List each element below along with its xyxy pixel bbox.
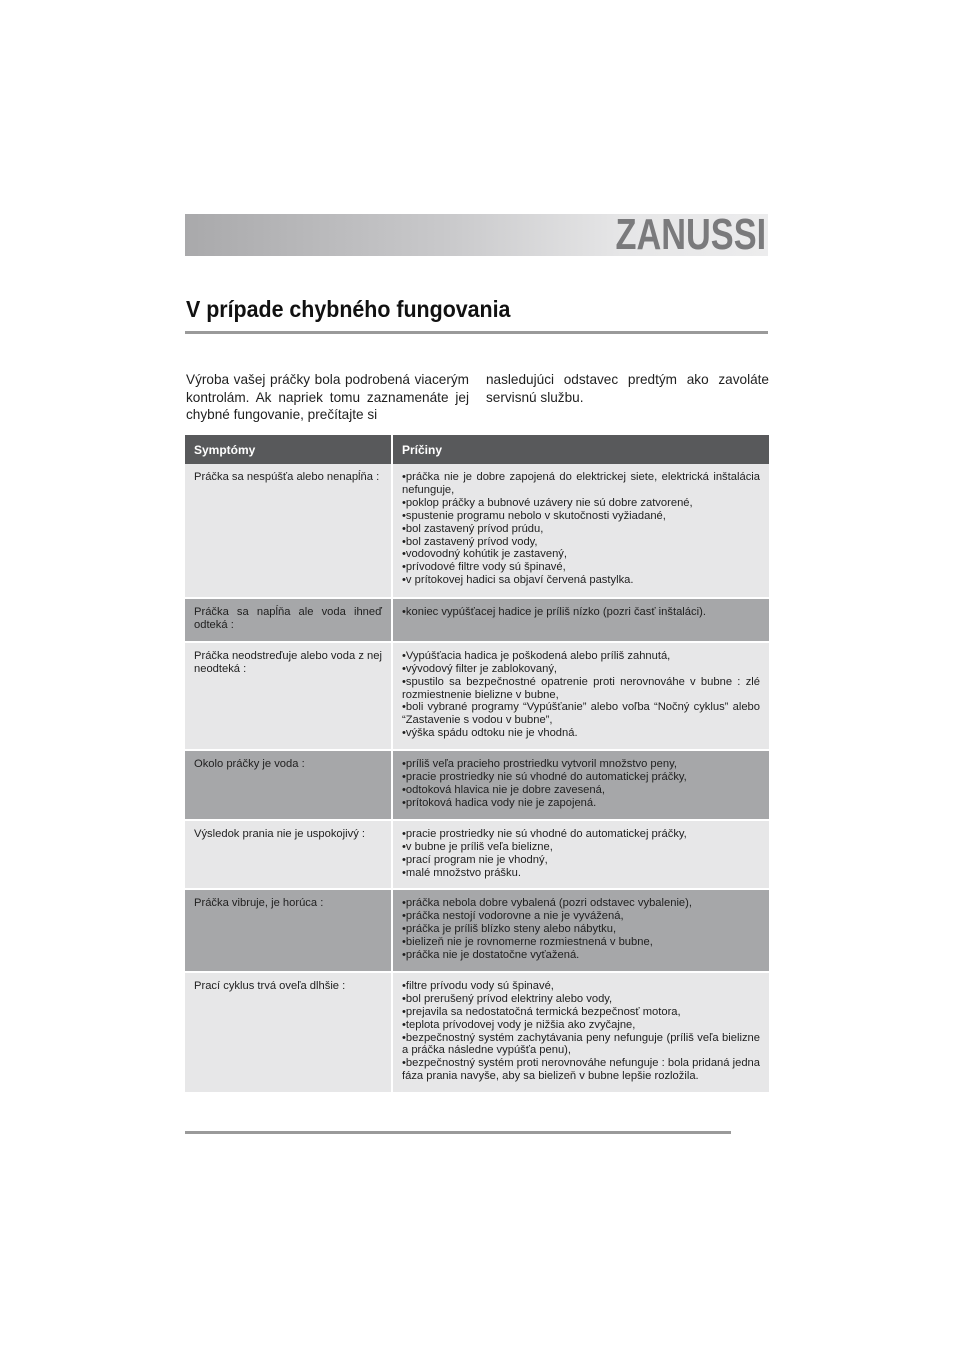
causes-cell <box>392 972 769 1092</box>
cause-item: •v prítokovej hadici sa objaví červená pastylka. <box>402 574 634 587</box>
table-row <box>185 642 769 750</box>
table-row <box>185 972 769 1092</box>
cause-item: •práčka nebola dobre vybalená (pozri odstavec vybalenie), <box>402 897 692 910</box>
cause-item: •prejavila sa nedostatočná termická bezpečnosť motora, <box>402 1005 681 1018</box>
cause-item: •filtre prívodu vody sú špinavé, <box>402 979 554 992</box>
cause-item: •vývodový filter je zablokovaný, <box>402 662 558 675</box>
troubleshooting-table <box>185 435 769 1092</box>
cause-item: •práčka je príliš blízko steny alebo nábytku, <box>402 923 617 936</box>
symptom-cell: Prací cyklus trvá oveľa dlhšie : <box>185 972 392 1092</box>
cause-item: •malé množstvo prášku. <box>402 866 521 879</box>
table-header-row <box>185 435 769 464</box>
causes-cell <box>392 464 769 598</box>
intro-text-column-1: Výroba vašej práčky bola podrobená viacerým kontrolám. Ak napriek tomu zaznamenáte jej chybné fungovanie, prečítajte si <box>186 372 469 423</box>
brand-header-bar <box>185 210 768 259</box>
table-row <box>185 750 769 820</box>
cause-item: •bol zastavený prívod vody, <box>402 535 538 548</box>
page-title: V prípade chybného fungovania <box>186 296 511 322</box>
zanussi-logo: ZANUSSI <box>615 210 766 259</box>
cause-item: •teplota prívodovej vody je nižšia ako zvyčajne, <box>402 1018 636 1031</box>
cause-item: •práčka nie je dobre zapojená do elektrickej siete, elektrická inštalácia nefunguje, <box>402 471 760 496</box>
cause-item: •koniec vypúšťacej hadice je príliš nízko (pozri časť inštaláci). <box>402 606 706 618</box>
table-row <box>185 889 769 972</box>
symptom-cell: Práčka sa napĺňa ale voda ihneď odteká : <box>185 598 392 642</box>
intro-text-column-2: nasledujúci odstavec predtým ako zavoláte servisnú službu. <box>486 372 769 405</box>
cause-item: •bol zastavený prívod prúdu, <box>402 522 544 535</box>
cause-item: •prací program nie je vhodný, <box>402 853 548 866</box>
table-body <box>185 464 769 1092</box>
symptom-cell: Práčka sa nespúšťa alebo nenapĺňa : <box>185 464 392 598</box>
symptom-cell: Okolo práčky je voda : <box>185 750 392 820</box>
table-row <box>185 598 769 642</box>
cause-item: •boli vybrané programy “Vypúšťanie” alebo voľba “Nočný cyklus” alebo “Zastavenie s vodou v bubne”, <box>402 701 760 727</box>
header-causes: Príčiny <box>392 435 769 464</box>
footer-divider <box>185 1131 731 1134</box>
cause-item: •bielizeň nie je rovnomerne rozmiestnená v bubne, <box>402 936 653 949</box>
causes-cell <box>392 820 769 890</box>
table-row <box>185 820 769 890</box>
title-divider <box>185 331 768 334</box>
cause-item: •bol prerušený prívod elektriny alebo vody, <box>402 992 613 1005</box>
cause-item: •pracie prostriedky nie sú vhodné do automatickej práčky, <box>402 827 687 840</box>
header-symptoms: Symptómy <box>185 435 392 464</box>
cause-item: •prítoková hadica vody nie je zapojená. <box>402 796 597 809</box>
causes-cell <box>392 642 769 750</box>
symptom-cell: Výsledok prania nie je uspokojivý : <box>185 820 392 890</box>
causes-cell <box>392 889 769 972</box>
cause-item: •bezpečnostný systém zachytávania peny nefunguje (príliš veľa bielizne a práčka následne vypúšťa penu), <box>402 1031 760 1057</box>
cause-item: •Vypúšťacia hadica je poškodená alebo príliš zahnutá, <box>402 649 671 662</box>
cause-item: •práčka nestojí vodorovne a nie je vyvážená, <box>402 910 624 923</box>
causes-cell <box>392 598 769 642</box>
cause-item: •príliš veľa pracieho prostriedku vytvoril množstvo peny, <box>402 758 677 771</box>
cause-item: •práčka nie je dostatočne vyťažená. <box>402 949 580 962</box>
cause-item: •bezpečnostný systém proti nerovnováhe nefunguje : bola pridaná jedna fáza prania navyše, aby sa bielizeň v bubne lepšie rozložila. <box>402 1057 760 1083</box>
cause-item: •pracie prostriedky nie sú vhodné do automatickej práčky, <box>402 771 687 784</box>
cause-item: •prívodové filtre vody sú špinavé, <box>402 561 566 574</box>
cause-item: •výška spádu odtoku nie je vhodná. <box>402 727 578 740</box>
symptom-cell: Práčka neodstreďuje alebo voda z nej neodteká : <box>185 642 392 750</box>
cause-item: •spustenie programu nebolo v skutočnosti vyžiadané, <box>402 509 666 522</box>
table-row <box>185 464 769 598</box>
cause-item: •odtoková hlavica nie je dobre zavesená, <box>402 783 605 796</box>
cause-item: •spustilo sa bezpečnostné opatrenie proti nerovnováhe v bubne : zlé rozmiestnenie bielizne v bubne, <box>402 675 760 701</box>
symptom-cell: Práčka vibruje, je horúca : <box>185 889 392 972</box>
cause-item: •poklop práčky a bubnové uzávery nie sú dobre zatvorené, <box>402 496 693 509</box>
cause-item: •vodovodný kohútik je zastavený, <box>402 548 567 561</box>
causes-cell <box>392 750 769 820</box>
cause-item: •v bubne je príliš veľa bielizne, <box>402 840 553 853</box>
